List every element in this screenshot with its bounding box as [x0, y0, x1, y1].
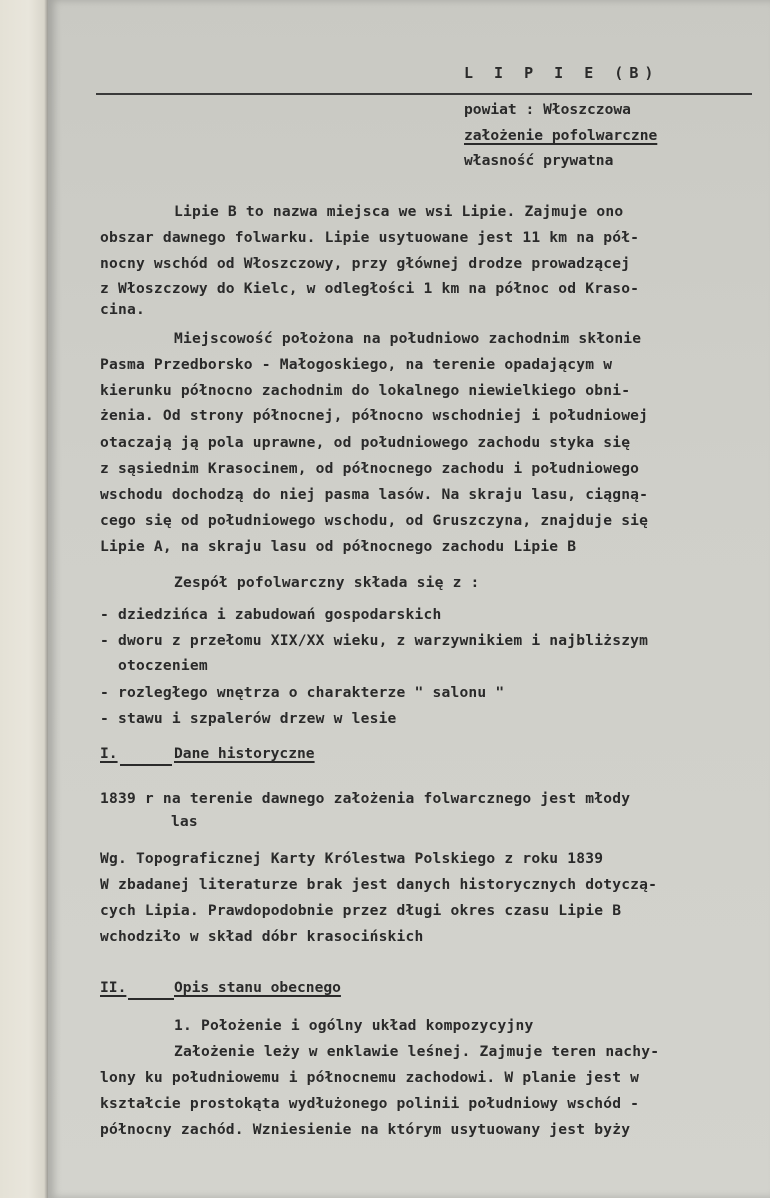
para1-line: obszar dawnego folwarku. Lipie usytuowane jest 11 km na pół- [100, 229, 640, 246]
section2-para-line: kształcie prostokąta wydłużonego polinii południowy wschód - [100, 1095, 640, 1112]
section2-para-line: północny zachód. Wzniesienie na którym usytuowany jest byży [100, 1121, 631, 1138]
section1-entry-line: las [135, 813, 198, 830]
para2-line: wschodu dochodzą do niej pasma lasów. Na skraju lasu, ciągną- [100, 486, 649, 503]
binder-edge [0, 0, 48, 1198]
para2-line: z sąsiednim Krasocinem, od północnego zachodu i południowego [100, 460, 640, 477]
meta-ownership: własność prywatna [464, 152, 614, 169]
section2-title: Opis stanu obecnego [174, 979, 341, 996]
para2-line: Miejscowość położona na południowo zachodnim skłonie [174, 330, 642, 347]
complex-item: - stawu i szpalerów drzew w lesie [100, 710, 397, 727]
section1-entry-line: 1839 r na terenie dawnego założenia folwarcznego jest młody [100, 790, 631, 807]
section1-para-line: Wg. Topograficznej Karty Królestwa Polskiego z roku 1839 [100, 850, 604, 867]
para2-line: cego się od południowego wschodu, od Gruszczyna, znajduje się [100, 512, 649, 529]
section2-heading-rule [128, 998, 174, 1000]
para1-line: Lipie B to nazwa miejsca we wsi Lipie. Zajmuje ono [174, 203, 624, 220]
complex-item: otoczeniem [100, 657, 208, 674]
title-rule [96, 93, 752, 95]
para2-line: Lipie A, na skraju lasu od północnego zachodu Lipie B [100, 538, 577, 555]
para2-line: żenia. Od strony północnej, północno wschodniej i południowej [100, 407, 649, 424]
para1-line: cina. [100, 301, 145, 318]
section2-para-line: Założenie leży w enklawie leśnej. Zajmuje teren nachy- [174, 1043, 660, 1060]
section2-subheading: 1. Położenie i ogólny układ kompozycyjny [174, 1017, 534, 1034]
complex-item: - dziedzińca i zabudowań gospodarskich [100, 606, 442, 623]
para2-line: kierunku północno zachodnim do lokalnego niewielkiego obni- [100, 382, 631, 399]
section2-number: II. [100, 979, 127, 996]
para2-line: otaczają ją pola uprawne, od południowego zachodu styka się [100, 434, 631, 451]
complex-intro: Zespół pofolwarczny składa się z : [174, 574, 480, 591]
section1-heading-rule [120, 764, 172, 766]
section2-para-line: lony ku południowemu i północnemu zachodowi. W planie jest w [100, 1069, 640, 1086]
meta-type: założenie pofolwarczne [464, 127, 658, 144]
section1-para-line: W zbadanej literaturze brak jest danych historycznych dotyczą- [100, 876, 658, 893]
complex-item: - dworu z przełomu XIX/XX wieku, z warzywnikiem i najbliższym [100, 632, 649, 649]
section1-title: Dane historyczne [174, 745, 315, 762]
para1-line: z Włoszczowy do Kielc, w odległości 1 km na północ od Kraso- [100, 280, 640, 297]
section1-para-line: cych Lipia. Prawdopodobnie przez długi okres czasu Lipie B [100, 902, 622, 919]
section1-para-line: wchodziło w skład dóbr krasocińskich [100, 928, 424, 945]
para2-line: Pasma Przedborsko - Małogoskiego, na terenie opadającym w [100, 356, 613, 373]
document-title: L I P I E (B) [464, 64, 660, 82]
meta-county: powiat : Włoszczowa [464, 101, 631, 118]
section1-number: I. [100, 745, 118, 762]
complex-item: - rozległego wnętrza o charakterze " salonu " [100, 684, 505, 701]
para1-line: nocny wschód od Włoszczowy, przy głównej drodze prowadzącej [100, 255, 631, 272]
